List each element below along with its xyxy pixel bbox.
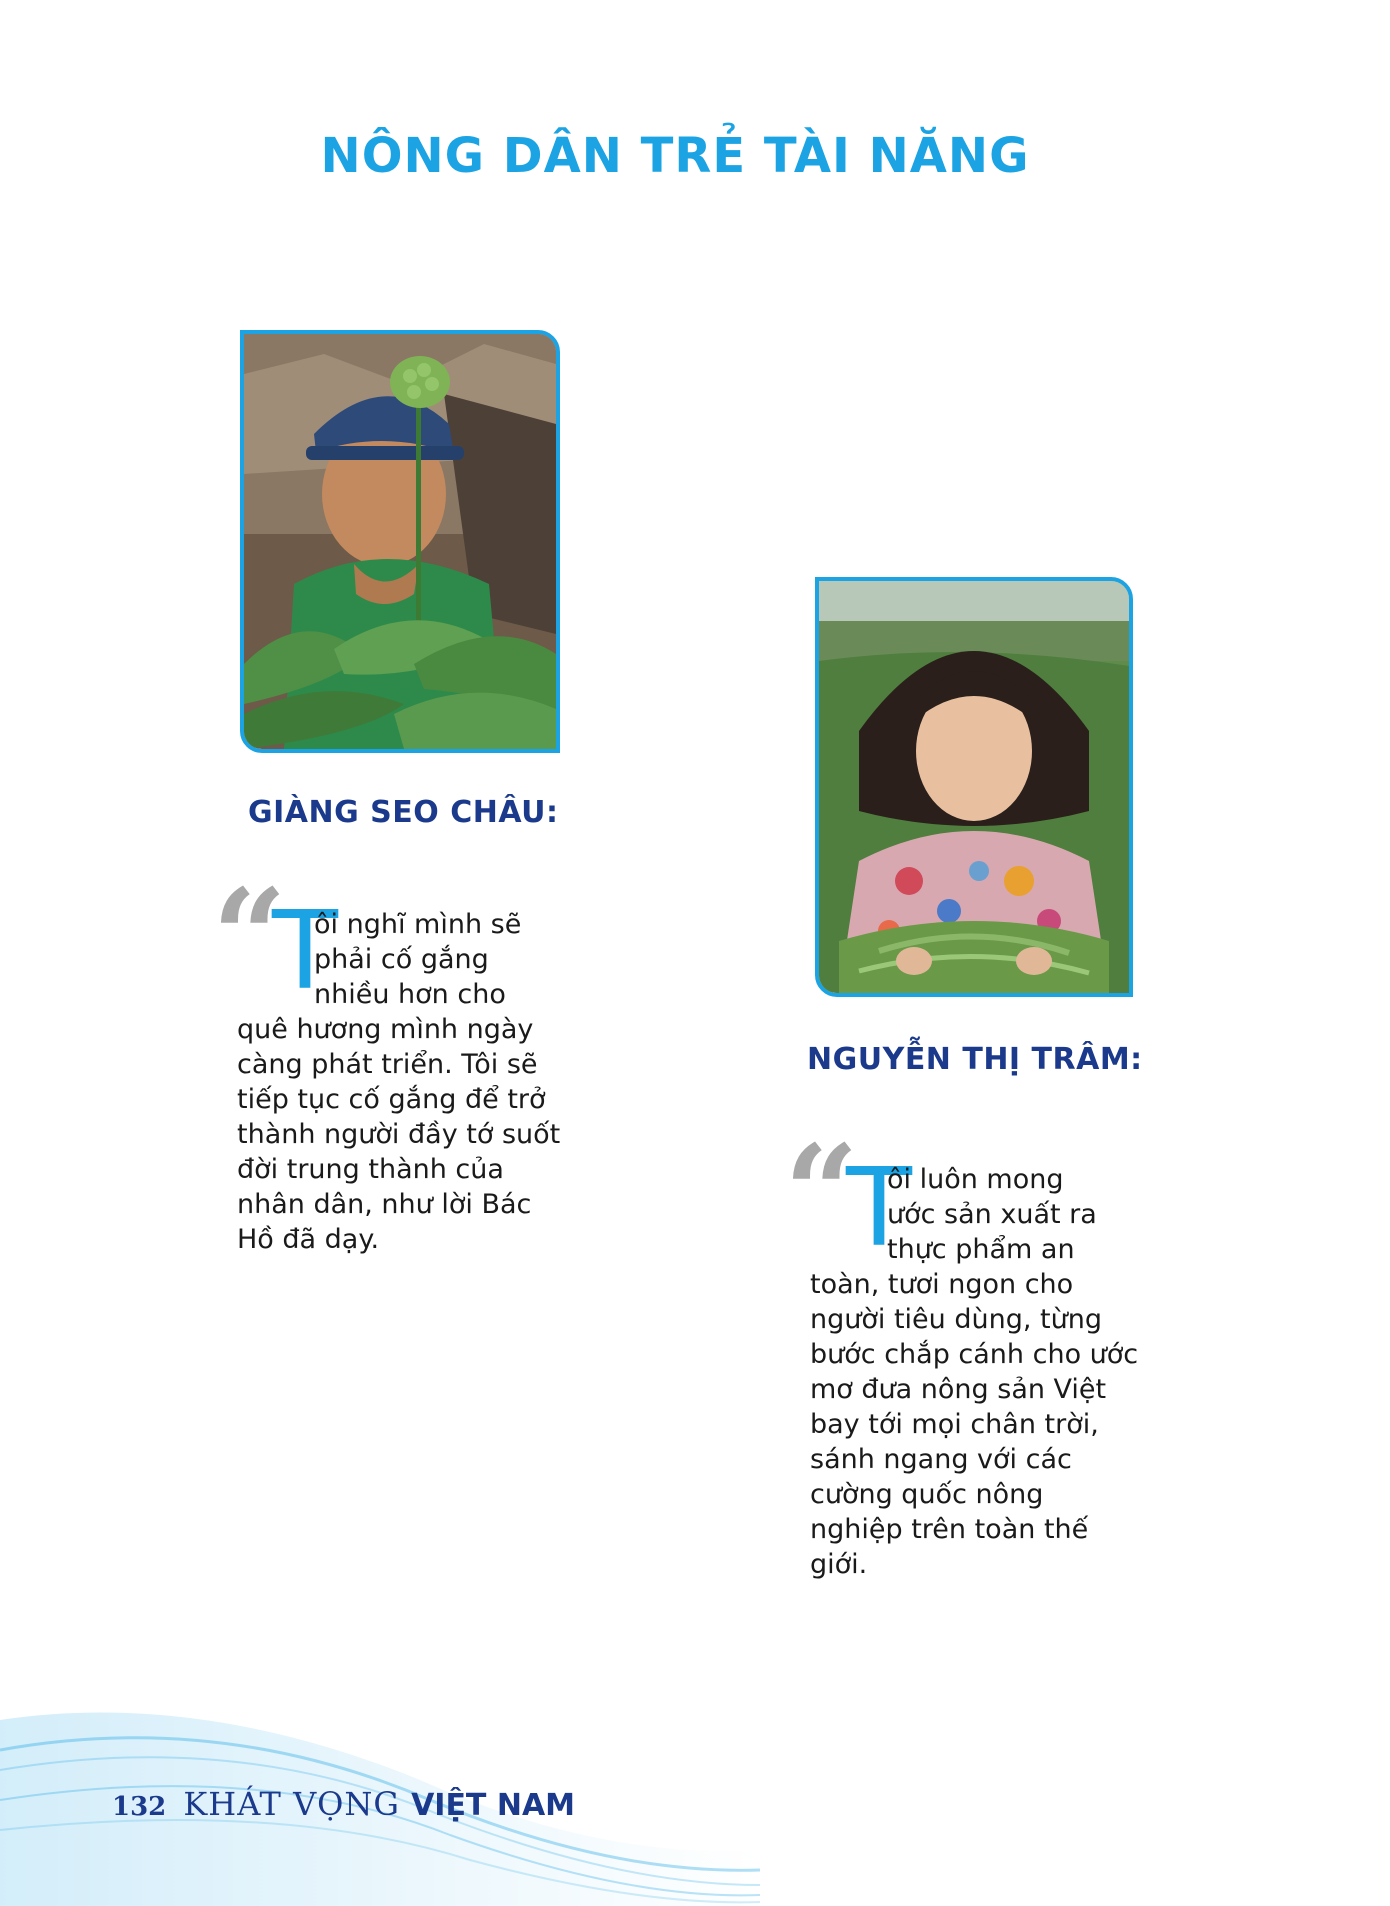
quote-text-2 xyxy=(810,1162,1140,1582)
quote-line: sánh ngang với các xyxy=(810,1444,1072,1475)
quote-line: nghiệp trên toàn thế xyxy=(810,1514,1089,1545)
quote-line: nhân dân, như lời Bác xyxy=(237,1189,532,1220)
quote-line: tiếp tục cố gắng để trở xyxy=(237,1084,546,1115)
quote-line: người tiêu dùng, từng xyxy=(810,1304,1102,1335)
profile-name-2: NGUYỄN THỊ TRÂM: xyxy=(807,1042,1143,1077)
quote-line: giới. xyxy=(810,1549,868,1580)
quote-line: bay tới mọi chân trời, xyxy=(810,1409,1099,1440)
quote-line: thực phẩm an xyxy=(887,1234,1075,1265)
quote-line: mơ đưa nông sản Việt xyxy=(810,1374,1107,1405)
drop-cap-2: T xyxy=(846,1146,912,1271)
quote-line: càng phát triển. Tôi sẽ xyxy=(237,1049,538,1080)
quote-text-1 xyxy=(237,907,582,1257)
profile-name-1: GIÀNG SEO CHÂU: xyxy=(248,795,559,830)
quote-line: đời trung thành của xyxy=(237,1154,504,1185)
magazine-name-part2: VIỆT NAM xyxy=(411,1788,576,1823)
quote-line: ôi luôn mong xyxy=(887,1164,1064,1195)
quote-line: cường quốc nông xyxy=(810,1479,1044,1510)
drop-cap-1: T xyxy=(272,889,338,1014)
profile-photo-nguyen-thi-tram xyxy=(815,577,1133,997)
page-title: NÔNG DÂN TRẺ TÀI NĂNG xyxy=(320,128,1030,184)
quote-line: nhiều hơn cho xyxy=(314,979,506,1010)
page-footer xyxy=(112,1785,575,1823)
quote-line: ôi nghĩ mình sẽ xyxy=(314,909,522,940)
page-number: 132 xyxy=(112,1792,167,1822)
magazine-name-part1: KHÁT VỌNG xyxy=(183,1785,400,1823)
quote-mark-icon: “ xyxy=(784,1116,859,1269)
profile-photo-giang-seo-chau xyxy=(240,330,560,753)
quote-line: phải cố gắng xyxy=(314,944,489,975)
quote-line: Hồ đã dạy. xyxy=(237,1224,380,1255)
quote-line: toàn, tươi ngon cho xyxy=(810,1269,1074,1300)
quote-mark-icon: “ xyxy=(212,860,287,1013)
quote-line: thành người đầy tớ suốt xyxy=(237,1119,561,1150)
quote-line: ước sản xuất ra xyxy=(887,1199,1097,1230)
quote-line: quê hương mình ngày xyxy=(237,1014,534,1045)
quote-line: bước chắp cánh cho ước xyxy=(810,1339,1139,1370)
